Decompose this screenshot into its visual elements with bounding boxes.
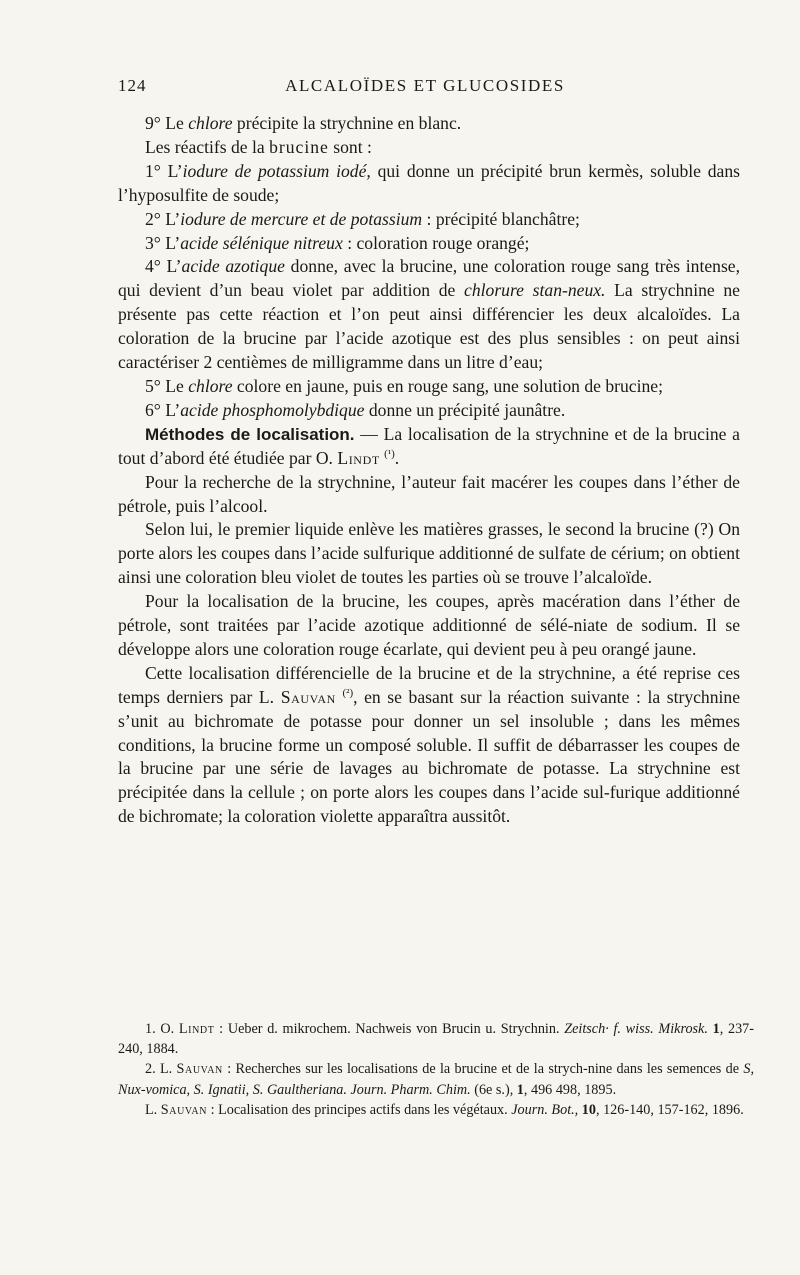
paragraph-differential-localisation: Cette localisation différencielle de la brucine et de la strychnine, a été reprise ces temps derniers par L. Sauvan $^{(^2)}$, en se basant sur la réaction suivante : la strychnine s’unit au bichromate de potasse pour donner un sel insoluble ; dans les mêmes conditions, la brucine forme un composé soluble. Il suffit de débarrasser les coupes de la brucine par une série de lavages au bichromate de potasse. La strychnine est précipitée dans la cellule ; on porte alors les coupes dans l’acide sul-furique additionné de bichromate; la coloration violette apparaîtra aussitôt. <box>118 662 741 827</box>
running-title: ALCALOÏDES ET GLUCOSIDES <box>285 76 565 95</box>
author-name: Sauvan <box>280 686 336 707</box>
paragraph-reagent-6: 6° L’acide phosphomolybdique donne un précipité jaunâtre. <box>145 399 566 420</box>
paragraph-selon-lui: Selon lui, le premier liquide enlève les matières grasses, le second la brucine (?) On porte alors les coupes dans l’acide sulfurique additionné de sulfate de cérium; on obtient ainsi une coloration bleu violet de toutes les parties où se trouve l’alcaloïde. <box>118 519 740 588</box>
section-heading: Méthodes de localisation. <box>145 424 355 444</box>
paragraph-reagent-4: 4° L’acide azotique donne, avec la brucine, une coloration rouge sang très intense, qui devient d’un beau violet par addition de chlorure stan-neux. La strychnine ne présente pas cette réaction et l’on peut ainsi différencier les deux alcaloïdes. La coloration de la brucine par l’acide azotique est des plus sensibles : on peut ainsi caractériser 2 centièmes de milligramme dans un litre d’eau; <box>118 256 741 373</box>
paragraph-reagent-2: 2° L’iodure de mercure et de potassium : précipité blanchâtre; <box>145 208 580 229</box>
footnote-2: 2. L. Sauvan : Recherches sur les localisations de la brucine et de la strych-nine dans les semences de S, Nux-vomica, S. Ignatii, S. Gaultheriana. Journ. Pharm. Chim. (6e s.), 1, 496 498, 1895. <box>118 1061 755 1098</box>
footnote-1: 1. O. Lindt : Ueber d. mikrochem. Nachweis von Brucin u. Strychnin. Zeitsch· f. wiss. Mikrosk. 1, 237-240, 1884. <box>118 1021 754 1058</box>
paragraph-localisation-methods: Méthodes de localisation. — La localisation de la strychnine et de la brucine a tout d’abord été étudiée par O. Lindt $^{(^1)}$. <box>118 423 740 468</box>
brucine-word: brucine <box>269 136 329 157</box>
footnote-ref-2: (²) <box>342 686 354 699</box>
paragraph-reagent-1: 1° L’iodure de potassium iodé, qui donne un précipité brun kermès, soluble dans l’hyposulfite de soude; <box>118 160 740 205</box>
paragraph-brucine-reagents-intro: Les réactifs de la brucine sont : <box>145 136 372 157</box>
main-text <box>118 112 740 829</box>
paragraph-reagent-5: 5° Le chlore colore en jaune, puis en rouge sang, une solution de brucine; <box>145 375 663 396</box>
paragraph-reagent-9: 9° Le chlore précipite la strychnine en blanc. <box>145 113 462 133</box>
paragraph-brucine-localisation: Pour la localisation de la brucine, les coupes, après macération dans l’éther de pétrole, sont traitées par l’acide azotique additionné de sélé-niate de sodium. Il se développe alors une coloration rouge écarlate, qui devient peu à peu orangé jaune. <box>118 591 740 659</box>
page-header <box>118 76 732 102</box>
paragraph-strychnine-search: Pour la recherche de la strychnine, l’auteur fait macérer les coupes dans l’éther de pétrole, puis l’alcool. <box>118 471 740 516</box>
footnote-ref-1: (¹) <box>384 447 395 460</box>
paragraph-reagent-3: 3° L’acide sélénique nitreux : coloration rouge orangé; <box>145 232 530 253</box>
page-number: 124 <box>118 76 147 95</box>
author-name: Lindt <box>337 447 380 468</box>
footnote-3: L. Sauvan : Localisation des principes actifs dans les végétaux. Journ. Bot., 10, 126-140, 157-162, 1896. <box>145 1101 744 1118</box>
footnotes <box>118 1019 754 1120</box>
